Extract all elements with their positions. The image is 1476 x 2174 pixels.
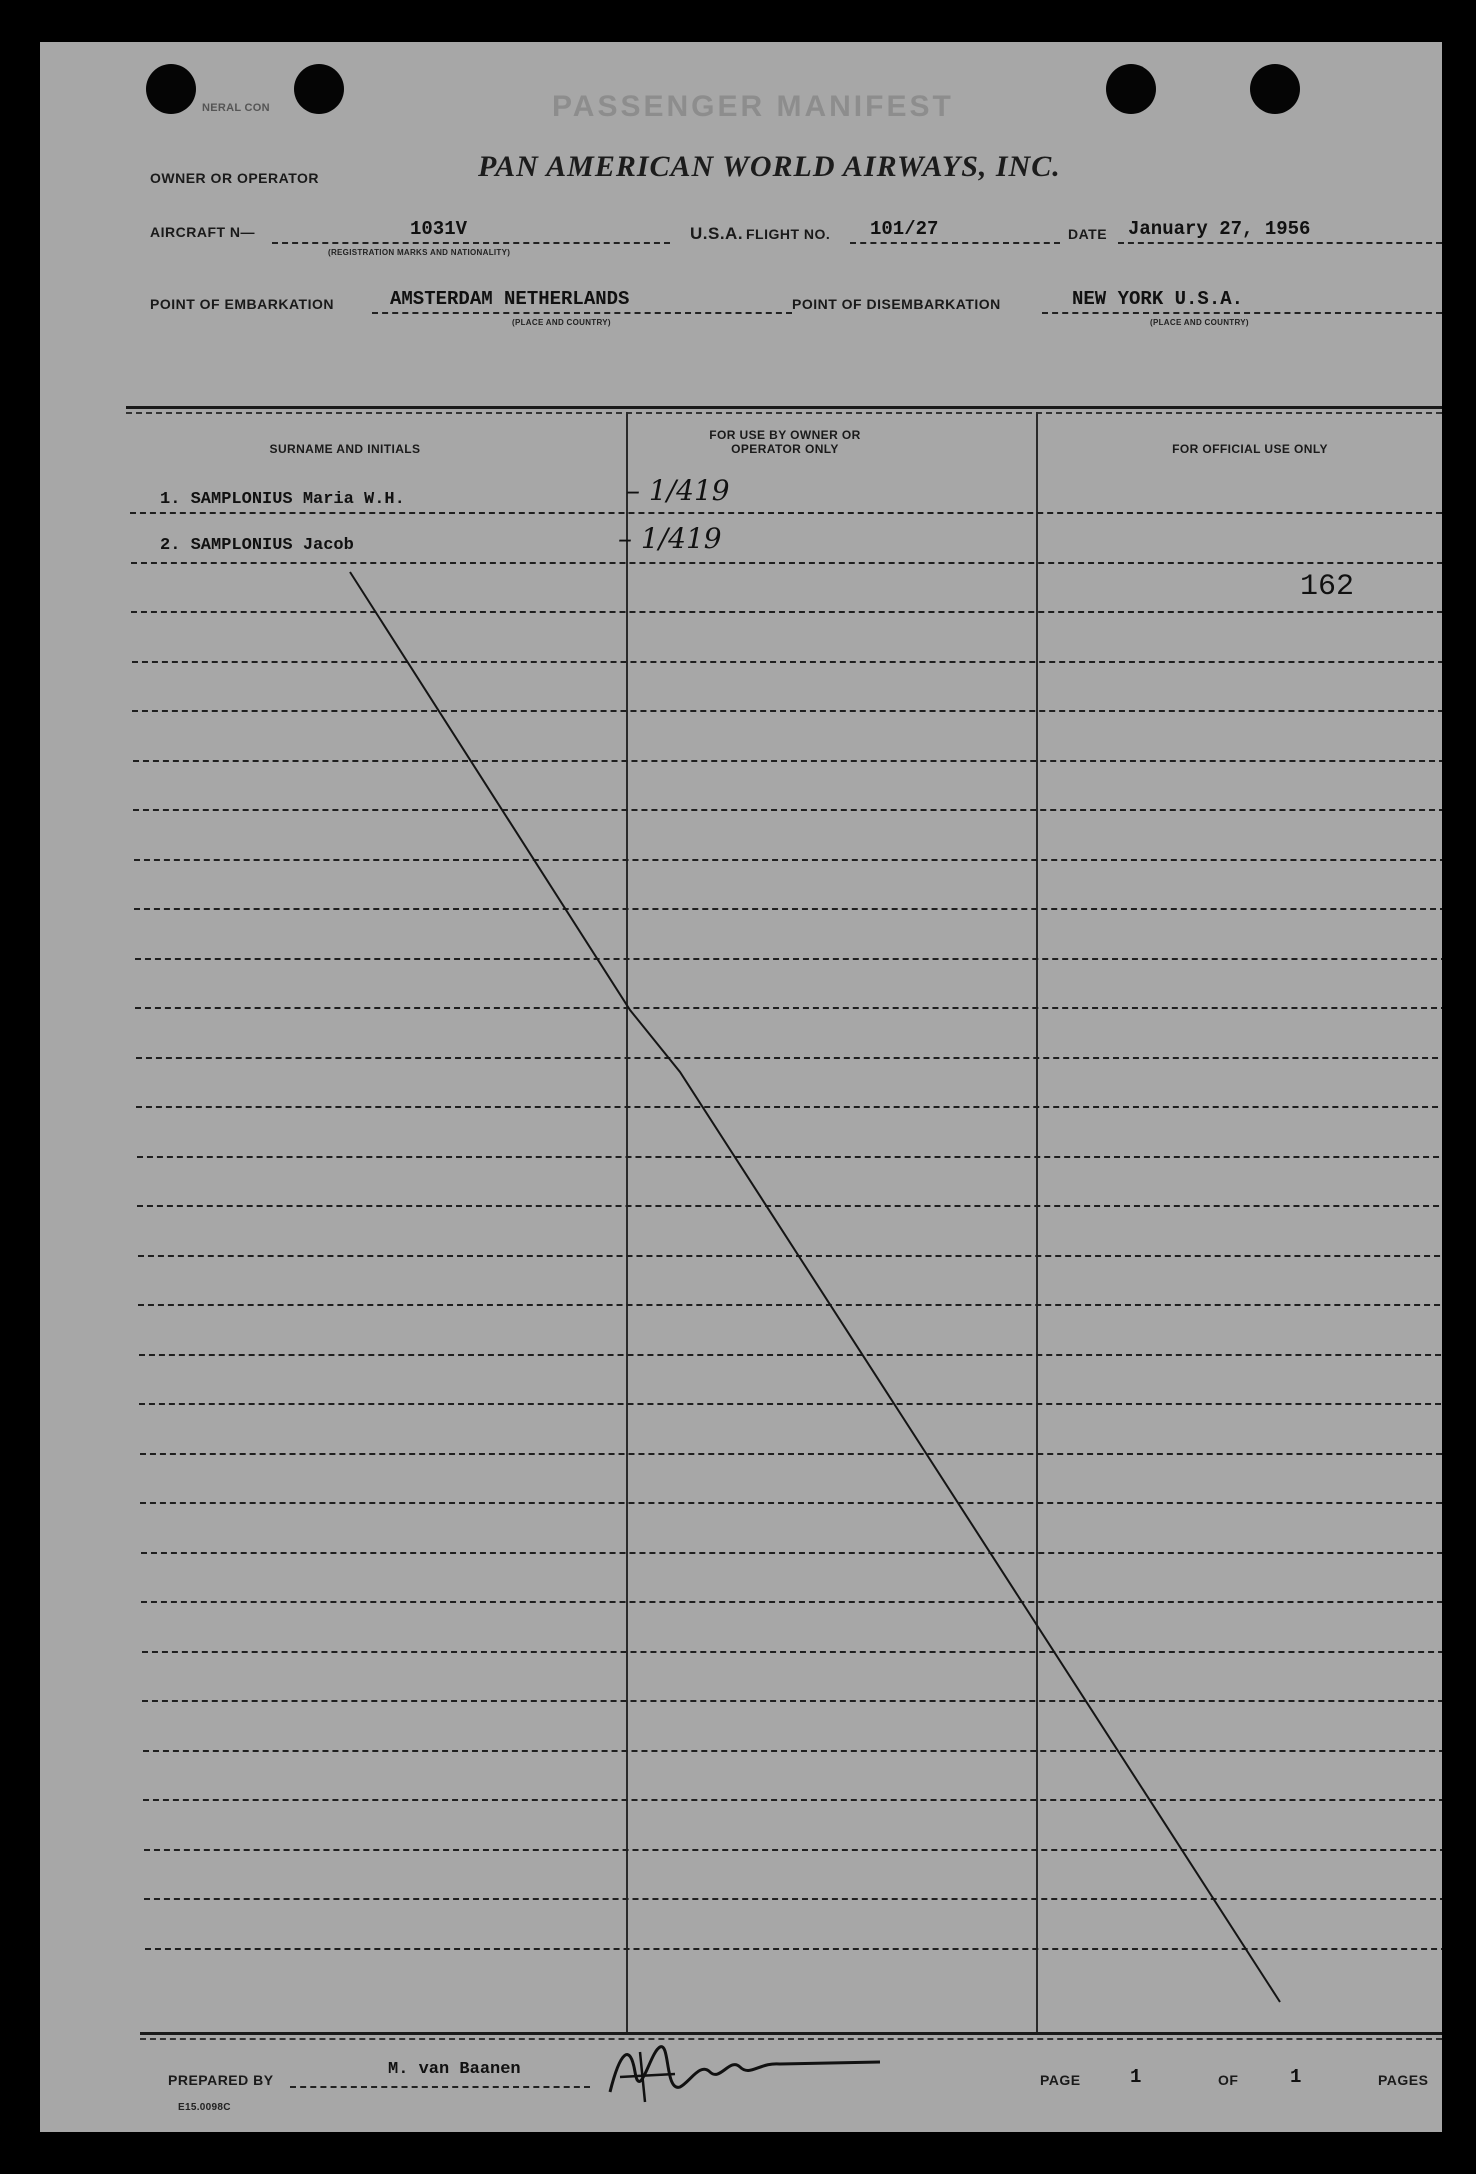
- flight-value: 101/27: [870, 218, 939, 240]
- header-surname: SURNAME AND INITIALS: [269, 442, 421, 456]
- header-official: FOR OFFICIAL USE ONLY: [1172, 442, 1328, 456]
- of-label: OF: [1218, 2072, 1239, 2088]
- embark-caption: (PLACE AND COUNTRY): [512, 318, 611, 327]
- flight-label: FLIGHT NO.: [746, 226, 831, 242]
- official-number: 162: [1300, 570, 1355, 604]
- of-value: 1: [1290, 2066, 1302, 2088]
- aircraft-value: 1031V: [410, 218, 468, 240]
- page-value: 1: [1130, 2066, 1142, 2088]
- diagonal-strike-line: [40, 42, 1442, 2132]
- disembark-caption: (PLACE AND COUNTRY): [1150, 318, 1249, 327]
- header-operator: FOR USE BY OWNER OR OPERATOR ONLY: [709, 428, 861, 456]
- page-label: PAGE: [1040, 2072, 1081, 2088]
- page-title: PASSENGER MANIFEST: [552, 90, 954, 123]
- stamp-text: NERAL CON: [202, 102, 270, 114]
- operator-code-1: – 1/419: [626, 474, 730, 507]
- prepared-value: M. van Baanen: [388, 2060, 521, 2079]
- passenger-name-2: 2. SAMPLONIUS Jacob: [160, 536, 354, 555]
- embark-value: AMSTERDAM NETHERLANDS: [390, 288, 630, 310]
- date-value: January 27, 1956: [1128, 218, 1311, 240]
- passenger-name-1: 1. SAMPLONIUS Maria W.H.: [160, 490, 405, 509]
- disembark-label: POINT OF DISEMBARKATION: [792, 296, 1001, 312]
- form-code: E15.0098C: [178, 2102, 231, 2113]
- aircraft-caption: (REGISTRATION MARKS AND NATIONALITY): [328, 248, 511, 257]
- signature: [590, 2032, 890, 2112]
- owner-label: OWNER OR OPERATOR: [150, 170, 319, 186]
- operator-code-2: – 1/419: [618, 522, 722, 555]
- embark-label: POINT OF EMBARKATION: [150, 296, 334, 312]
- prepared-label: PREPARED BY: [168, 2072, 274, 2088]
- manifest-sheet: [40, 42, 1442, 2132]
- aircraft-label: AIRCRAFT N—: [150, 224, 256, 240]
- nationality-text: U.S.A.: [690, 224, 744, 243]
- date-label: DATE: [1068, 226, 1108, 242]
- disembark-value: NEW YORK U.S.A.: [1072, 288, 1244, 310]
- pages-label: PAGES: [1378, 2072, 1429, 2088]
- owner-value: PAN AMERICAN WORLD AIRWAYS, INC.: [478, 150, 1061, 183]
